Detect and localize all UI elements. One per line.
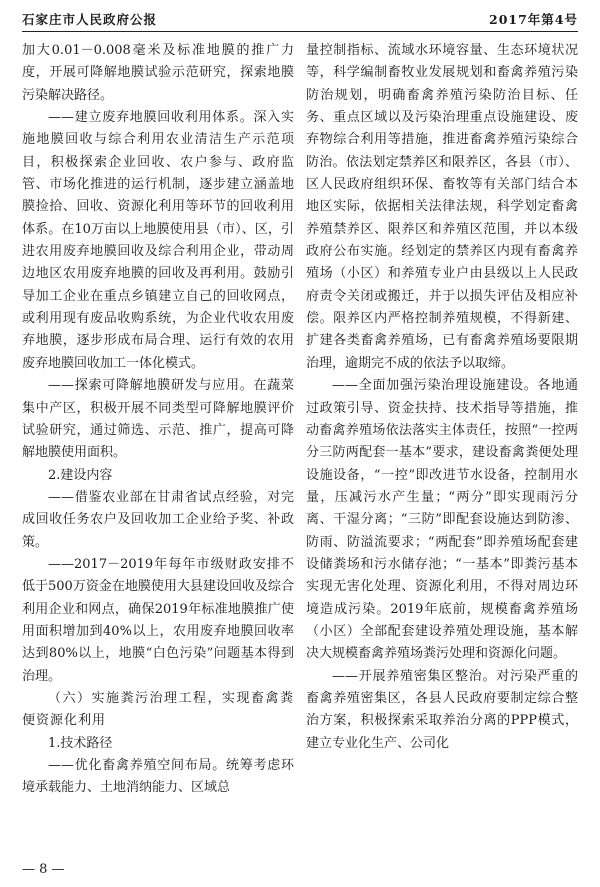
paragraph: ——借鉴农业部在甘肃省试点经验，对完成回收任务农户及回收加工企业给予奖、补政策。 bbox=[22, 489, 294, 550]
paragraph: 量控制指标、流域水环境容量、生态环境状况等，科学编制畜牧业发展规划和畜禽养殖污染防治规划，明确畜禽养殖污染防治目标、任务、重点区域以及污染治理重点设施建设、废弃物综合利用等措施，推进畜禽养殖污染综合防治。依法划定禁养区和限养区，各县（市）、区人民政府组织环保、畜牧等有关部门结合本地区实际，依据相关法律法规，科学划定畜禽养殖禁养区、限养区和养殖区范围，并以本级政府公布实施。经划定的禁养区内现有畜禽养殖场（小区）和养殖专业户由县级以上人民政府责令关闭或搬迁，并于以损失评估及相应补偿。限养区内严格控制养殖规模，不得新建、扩建各类畜禽养殖场，已有畜禽养殖场要限期治理，逾期完不成的依法予以取缔。 bbox=[306, 43, 578, 371]
paragraph: 1.技术路径 bbox=[48, 735, 113, 751]
publication-title: 石家庄市人民政府公报 bbox=[22, 12, 158, 27]
header-divider bbox=[22, 31, 578, 32]
right-column bbox=[306, 40, 578, 755]
paragraph: ——全面加强污染治理设施建设。各地通过政策引导、资金扶持、技术指导等措施，推动畜禽养殖场依法落实主体责任，按照“一控两分三防两配套一基本”要求，建设畜禽粪便处理设施设备，“一控”即改进节水设备，控制用水量，压减污水产生量；“两分”即实现雨污分离、干湿分离；“三防”即配套设施达到防渗、防雨、防溢流要求；“两配套”即养殖场配套建设储粪场和污水储存池；“一基本”即粪污基本实现无害化处理、资源化利用，不得对周边环境造成污染。2019年底前，规模畜禽养殖场（小区）全部配套建设养殖处理设施，基本解决大规模畜禽养殖场粪污处理和资源化问题。 bbox=[306, 378, 578, 662]
left-column bbox=[22, 40, 294, 800]
paragraph: ——开展养殖密集区整治。对污染严重的畜禽养殖密集区，各县人民政府要制定综合整治方案，积极探索采取养治分离的PPP模式，建立专业化生产、公司化 bbox=[306, 668, 578, 751]
paragraph: ——2017－2019年每年市级财政安排不低于500万资金在地膜使用大县建设回收及综合利用企业和网点，确保2019年标准地膜推广使用面积增加到40%以上，农用废弃地膜回收率达到80%以上，地膜“白色污染”问题基本得到治理。 bbox=[22, 556, 294, 684]
paragraph: 2.建设内容 bbox=[48, 467, 113, 483]
paragraph: 加大0.01－0.008毫米及标准地膜的推广力度，开展可降解地膜试验示范研究，探索地膜污染解决路径。 bbox=[22, 43, 294, 103]
page-header bbox=[22, 8, 578, 30]
paragraph: （六）实施粪污治理工程，实现畜禽粪便资源化利用 bbox=[22, 690, 294, 729]
paragraph: ——建立废弃地膜回收利用体系。深入实施地膜回收与综合利用农业清洁生产示范项目，积极探索企业回收、农户参与、政府监管、市场化推进的运行机制，逐步建立涵盖地膜捡拾、回收、资源化利用等环节的回收利用体系。在10万亩以上地膜使用县（市）、区，引进农用废弃地膜回收及综合利用企业，带动周边地区农用废弃地膜的回收及再利用。鼓励引导加工企业在重点乡镇建立自己的回收网点，或利用现有废品收购系统，为企业代收农用废弃地膜，逐步形成布局合理、运行有效的农用废弃地膜回收加工一体化模式。 bbox=[22, 110, 294, 371]
page-number: — 8 — bbox=[22, 862, 65, 877]
paragraph: ——优化畜禽养殖空间布局。统筹考虑环境承载能力、土地消纳能力、区域总 bbox=[22, 758, 294, 796]
paragraph: ——探索可降解地膜研发与应用。在蔬菜集中产区，积极开展不同类型可降解地膜评价试验研究，通过筛选、示范、推广，提高可降解地膜使用面积。 bbox=[22, 378, 294, 461]
issue-number: 2017年第4号 bbox=[489, 12, 578, 27]
